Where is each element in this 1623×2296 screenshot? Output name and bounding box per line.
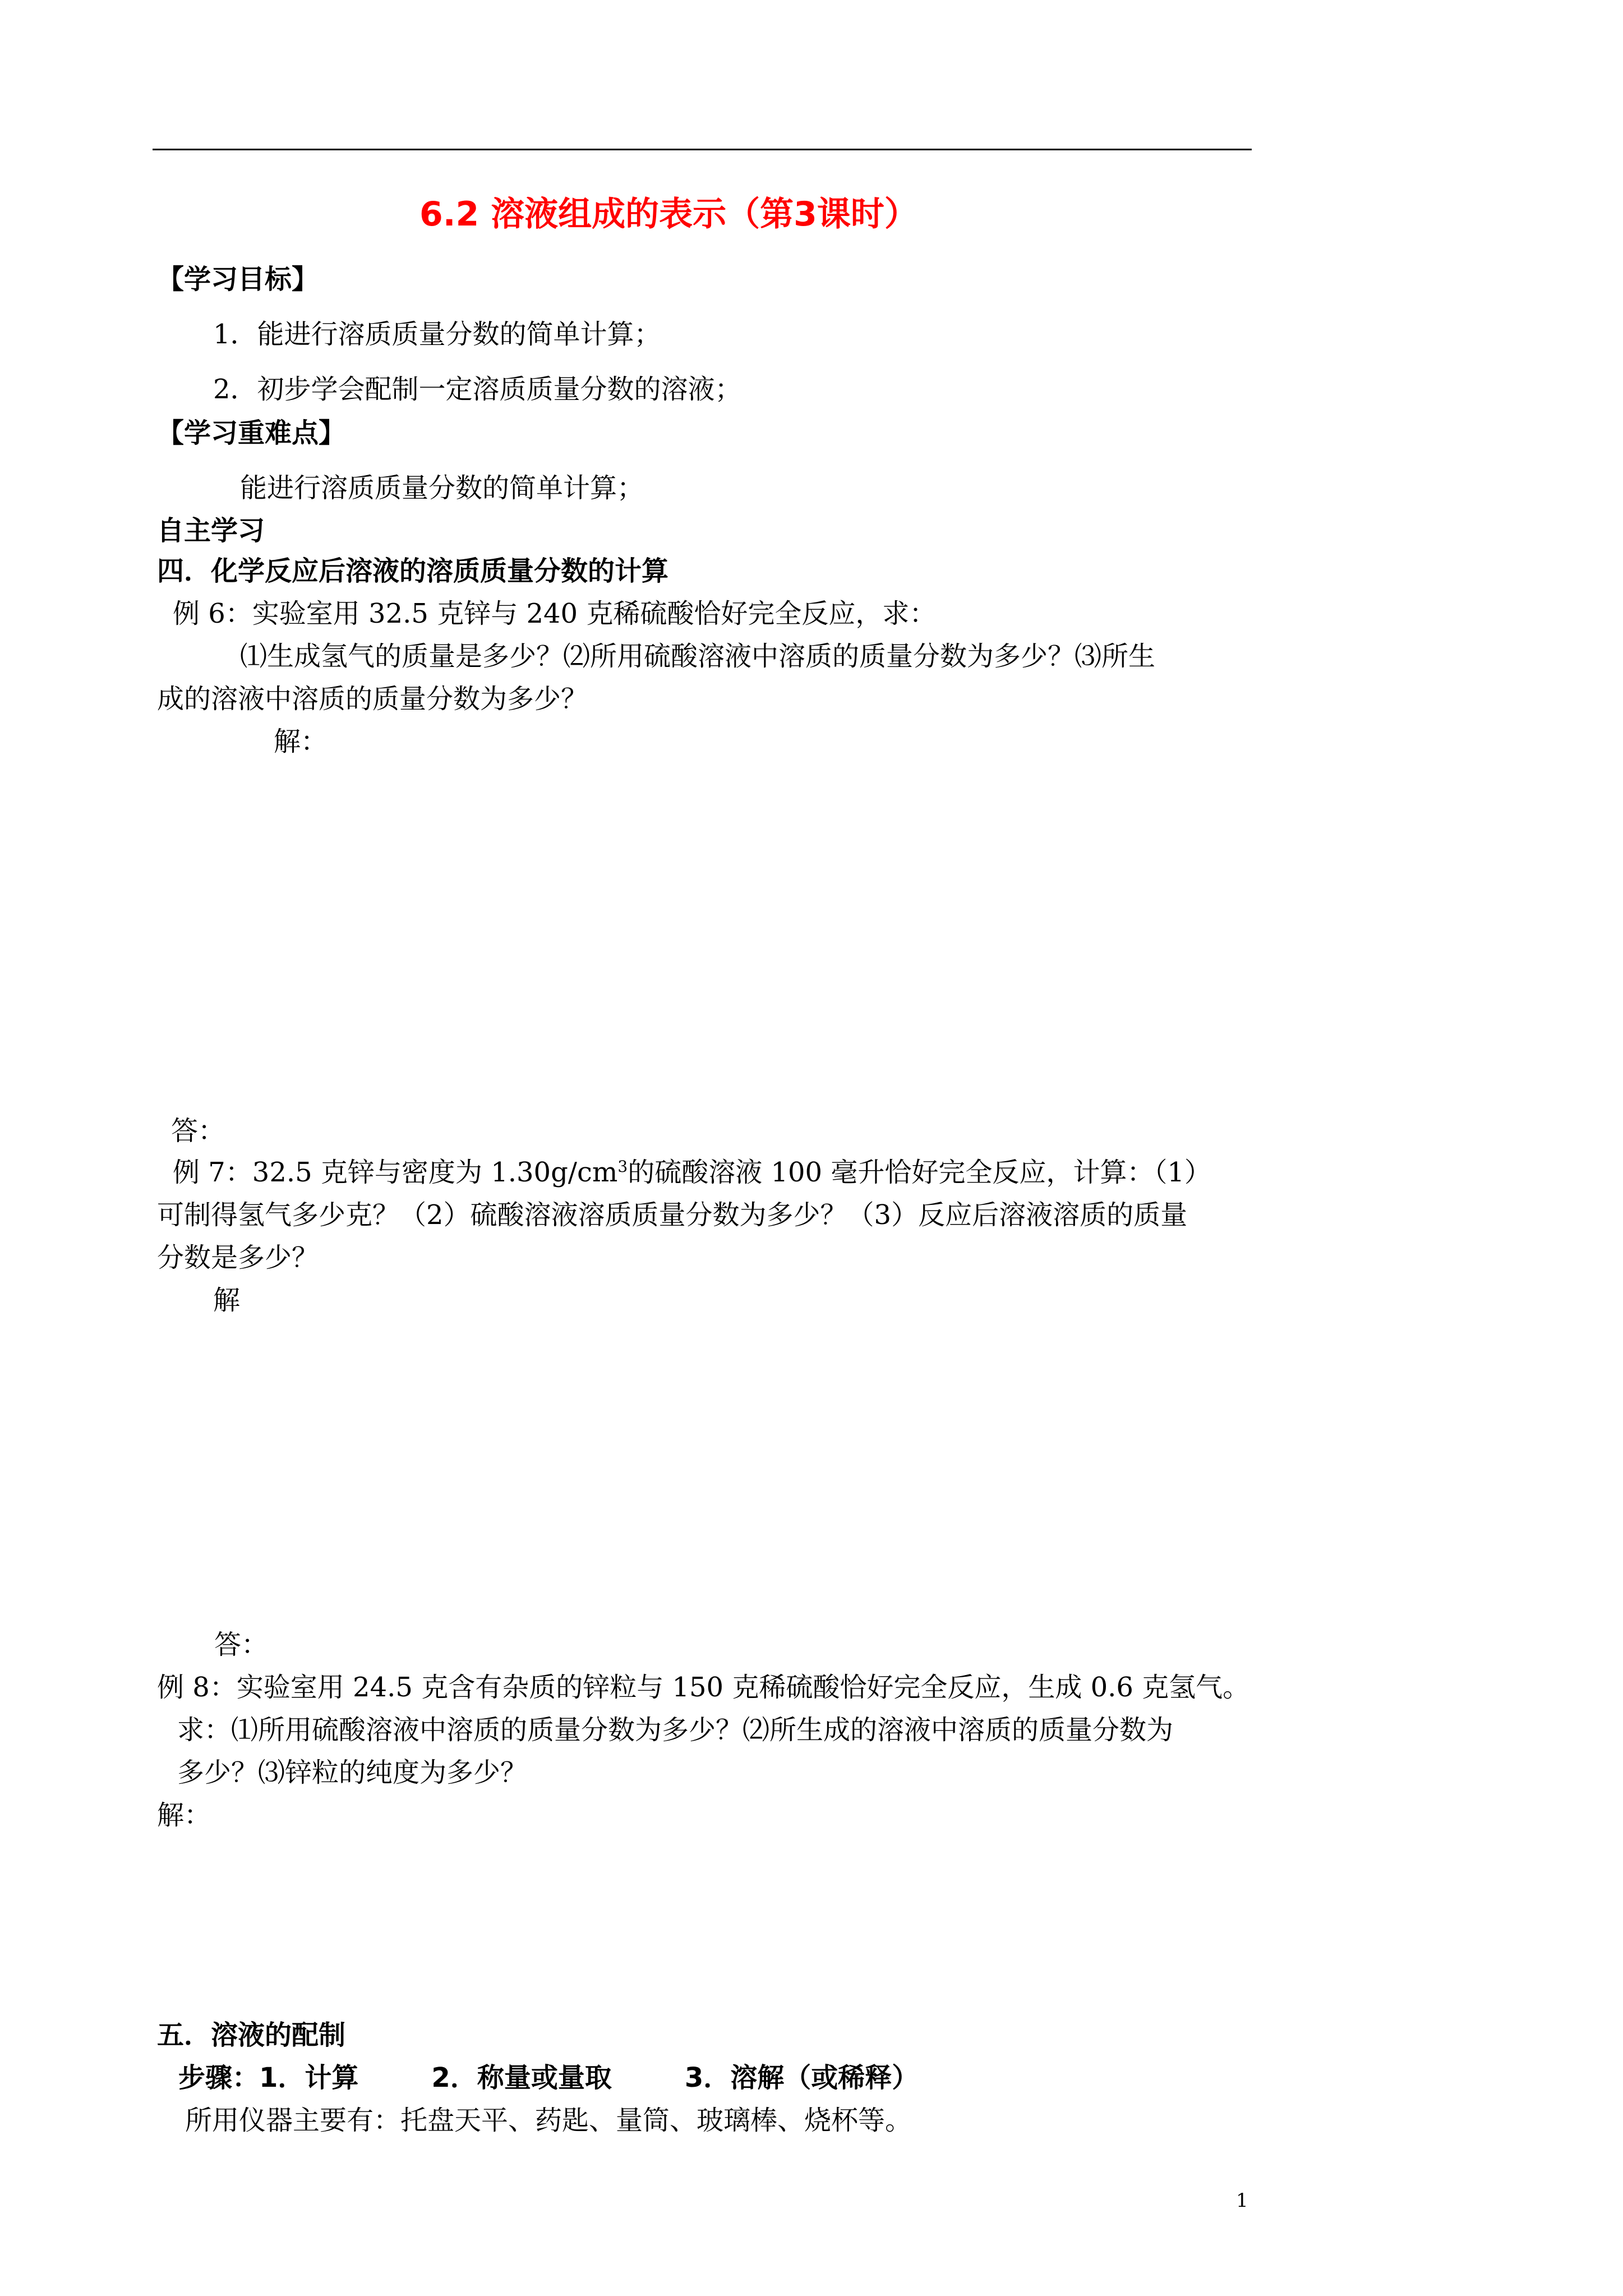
ex8-solve-label: 解： — [157, 1800, 211, 1831]
keypoints-heading: 【学习重难点】 — [157, 417, 346, 449]
ex6-line2: ⑴生成氢气的质量是多少？⑵所用硫酸溶液中溶质的质量分数为多少？⑶所生 — [240, 641, 1156, 672]
step-2: 2．称量或量取 — [431, 2062, 612, 2093]
ex7-line2: 可制得氢气多少克？（2）硫酸溶液溶质质量分数为多少？（3）反应后溶液溶质的质量 — [157, 1199, 1188, 1231]
objective-item-1: 1．能进行溶质质量分数的简单计算； — [213, 319, 661, 350]
instruments-text: 所用仪器主要有：托盘天平、药匙、量筒、玻璃棒、烧杯等。 — [185, 2105, 912, 2136]
steps-line — [178, 2064, 919, 2091]
ex8-line1: 例 8：实验室用 24.5 克含有杂质的锌粒与 150 克稀硫酸恰好完全反应，生成 0.6 克氢气。 — [157, 1672, 1250, 1703]
ex6-answer-label: 答： — [171, 1115, 225, 1147]
step-1: 1．计算 — [259, 2062, 359, 2093]
ex7-line1 — [173, 1159, 1211, 1186]
page-title: 6.2 溶液组成的表示（第3课时） — [419, 195, 918, 234]
ex8-line2: 求：⑴所用硫酸溶液中溶质的质量分数为多少？⑵所生成的溶液中溶质的质量分数为 — [177, 1714, 1174, 1746]
section5-heading: 五．溶液的配制 — [157, 2019, 346, 2051]
step-3: 3．溶解（或稀释） — [684, 2062, 919, 2093]
section4-heading: 四．化学反应后溶液的溶质质量分数的计算 — [157, 555, 669, 587]
header-rule — [153, 149, 1252, 150]
ex7-line1-text: 例 7：32.5 克锌与密度为 1.30g/cm — [173, 1157, 618, 1188]
ex6-line3: 成的溶液中溶质的质量分数为多少？ — [157, 683, 588, 715]
ex8-line3: 多少？⑶锌粒的纯度为多少？ — [177, 1757, 528, 1788]
ex7-answer-label: 答： — [214, 1629, 269, 1660]
ex7-solve-label: 解 — [213, 1285, 241, 1316]
page-number: 1 — [1236, 2189, 1248, 2212]
ex7-line1-text-cont: 的硫酸溶液 100 毫升恰好完全反应，计算：（1） — [628, 1157, 1211, 1188]
self-study-label: 自主学习 — [157, 515, 265, 546]
objectives-heading: 【学习目标】 — [157, 264, 319, 295]
ex6-solve-label: 解： — [274, 726, 328, 757]
ex7-line3: 分数是多少？ — [157, 1242, 319, 1273]
steps-label: 步骤： — [178, 2062, 260, 2093]
ex6-line1: 例 6：实验室用 32.5 克锌与 240 克稀硫酸恰好完全反应，求： — [173, 598, 937, 629]
objective-item-2: 2．初步学会配制一定溶质质量分数的溶液； — [213, 374, 742, 405]
ex7-superscript: 3 — [617, 1157, 628, 1176]
keypoints-text: 能进行溶质质量分数的简单计算； — [240, 472, 644, 504]
